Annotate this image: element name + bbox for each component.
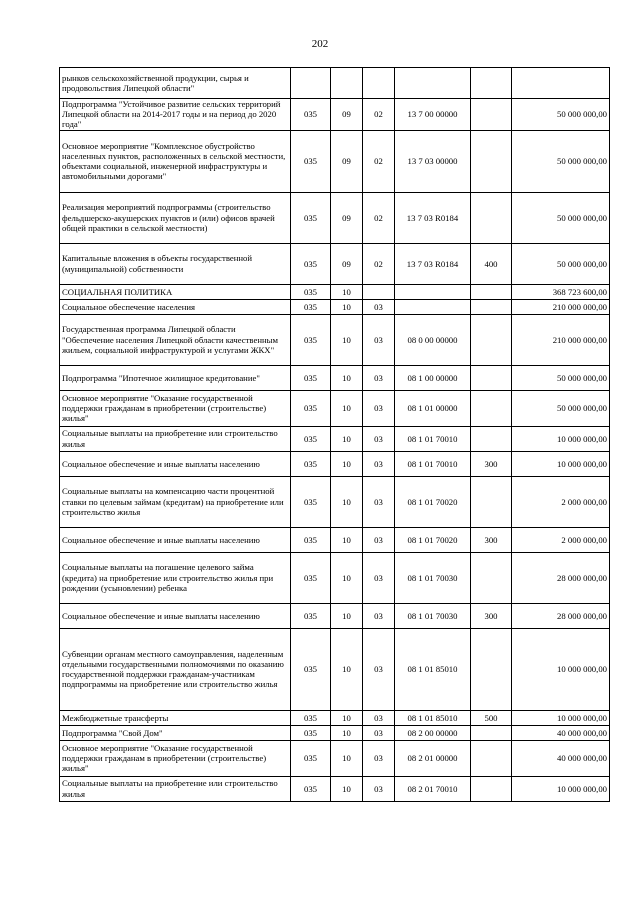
- table-row: [60, 776, 610, 801]
- subsection-code-cell: 03: [363, 603, 395, 628]
- table-row: [60, 243, 610, 284]
- amount-cell: 40 000 000,00: [512, 725, 610, 740]
- expense-type-cell: [471, 628, 512, 710]
- item-name-cell: Субвенции органам местного самоуправления, наделенным отдельными государственными полномочиями по оказанию государственной поддержки гражданам-участникам подпрограммы на приобретение или строительство жилья: [60, 628, 291, 710]
- admin-code-cell: 035: [291, 426, 331, 451]
- expense-type-cell: [471, 552, 512, 603]
- table-row: [60, 476, 610, 527]
- table-row: [60, 628, 610, 710]
- target-article-cell: 08 1 01 70010: [395, 426, 471, 451]
- table-row: [60, 451, 610, 476]
- section-code-cell: 10: [331, 740, 363, 776]
- subsection-code-cell: 02: [363, 130, 395, 192]
- amount-cell: [512, 68, 610, 99]
- table-row: [60, 710, 610, 725]
- item-name-cell: Социальные выплаты на погашение целевого займа (кредита) на приобретение или строительство жилья при рождении (усыновлении) ребенка: [60, 552, 291, 603]
- section-code-cell: 10: [331, 725, 363, 740]
- admin-code-cell: 035: [291, 527, 331, 552]
- table-row: [60, 192, 610, 243]
- subsection-code-cell: 03: [363, 740, 395, 776]
- table-row: [60, 527, 610, 552]
- target-article-cell: 08 1 00 00000: [395, 365, 471, 390]
- amount-cell: 50 000 000,00: [512, 192, 610, 243]
- target-article-cell: 08 2 00 00000: [395, 725, 471, 740]
- amount-cell: 10 000 000,00: [512, 776, 610, 801]
- section-code-cell: 10: [331, 603, 363, 628]
- expense-type-cell: [471, 740, 512, 776]
- admin-code-cell: 035: [291, 99, 331, 131]
- target-article-cell: 08 1 01 70010: [395, 451, 471, 476]
- amount-cell: 28 000 000,00: [512, 552, 610, 603]
- page-number: 202: [311, 38, 329, 50]
- item-name-cell: рынков сельскохозяйственной продукции, сырья и продовольствия Липецкой области": [60, 68, 291, 99]
- section-code-cell: 10: [331, 476, 363, 527]
- amount-cell: 2 000 000,00: [512, 476, 610, 527]
- table-row: [60, 99, 610, 131]
- table-row: [60, 284, 610, 299]
- expense-type-cell: 300: [471, 527, 512, 552]
- admin-code-cell: 035: [291, 130, 331, 192]
- admin-code-cell: 035: [291, 603, 331, 628]
- target-article-cell: 08 1 01 70030: [395, 552, 471, 603]
- subsection-code-cell: 03: [363, 628, 395, 710]
- target-article-cell: 08 0 00 00000: [395, 314, 471, 365]
- amount-cell: 210 000 000,00: [512, 299, 610, 314]
- section-code-cell: 10: [331, 776, 363, 801]
- target-article-cell: 08 1 01 70030: [395, 603, 471, 628]
- table-row: [60, 365, 610, 390]
- item-name-cell: СОЦИАЛЬНАЯ ПОЛИТИКА: [60, 284, 291, 299]
- table-row: [60, 552, 610, 603]
- section-code-cell: 10: [331, 451, 363, 476]
- item-name-cell: Социальное обеспечение и иные выплаты населению: [60, 451, 291, 476]
- subsection-code-cell: 03: [363, 552, 395, 603]
- amount-cell: 210 000 000,00: [512, 314, 610, 365]
- table-row: [60, 390, 610, 426]
- subsection-code-cell: 03: [363, 527, 395, 552]
- table-row: [60, 725, 610, 740]
- section-code-cell: 09: [331, 130, 363, 192]
- target-article-cell: [395, 284, 471, 299]
- table-row: [60, 68, 610, 99]
- item-name-cell: Основное мероприятие "Оказание государственной поддержки гражданам в приобретении (строительстве) жилья": [60, 740, 291, 776]
- section-code-cell: 10: [331, 628, 363, 710]
- expense-type-cell: [471, 130, 512, 192]
- expense-type-cell: [471, 299, 512, 314]
- admin-code-cell: 035: [291, 451, 331, 476]
- amount-cell: 50 000 000,00: [512, 390, 610, 426]
- admin-code-cell: 035: [291, 552, 331, 603]
- item-name-cell: Реализация мероприятий подпрограммы (строительство фельдшерско-акушерских пунктов и (или) офисов врачей общей практики в сельской местности): [60, 192, 291, 243]
- amount-cell: 10 000 000,00: [512, 710, 610, 725]
- item-name-cell: Социальное обеспечение и иные выплаты населению: [60, 603, 291, 628]
- target-article-cell: 13 7 00 00000: [395, 99, 471, 131]
- target-article-cell: 13 7 03 R0184: [395, 243, 471, 284]
- admin-code-cell: 035: [291, 192, 331, 243]
- admin-code-cell: 035: [291, 299, 331, 314]
- table-row: [60, 426, 610, 451]
- subsection-code-cell: 03: [363, 314, 395, 365]
- admin-code-cell: 035: [291, 284, 331, 299]
- expense-type-cell: [471, 476, 512, 527]
- section-code-cell: 10: [331, 314, 363, 365]
- budget-table-body: [60, 68, 610, 802]
- subsection-code-cell: 03: [363, 476, 395, 527]
- item-name-cell: Государственная программа Липецкой области "Обеспечение населения Липецкой области качественным жильем, социальной инфраструктурой и услугами ЖКХ": [60, 314, 291, 365]
- section-code-cell: 09: [331, 243, 363, 284]
- expense-type-cell: 400: [471, 243, 512, 284]
- amount-cell: 50 000 000,00: [512, 99, 610, 131]
- target-article-cell: [395, 68, 471, 99]
- item-name-cell: Подпрограмма "Ипотечное жилищное кредитование": [60, 365, 291, 390]
- admin-code-cell: 035: [291, 628, 331, 710]
- amount-cell: 10 000 000,00: [512, 426, 610, 451]
- item-name-cell: Социальное обеспечение и иные выплаты населению: [60, 527, 291, 552]
- table-row: [60, 603, 610, 628]
- admin-code-cell: 035: [291, 390, 331, 426]
- subsection-code-cell: 03: [363, 426, 395, 451]
- admin-code-cell: 035: [291, 776, 331, 801]
- section-code-cell: 10: [331, 299, 363, 314]
- section-code-cell: 10: [331, 552, 363, 603]
- admin-code-cell: 035: [291, 314, 331, 365]
- expense-type-cell: 300: [471, 603, 512, 628]
- admin-code-cell: 035: [291, 365, 331, 390]
- amount-cell: 28 000 000,00: [512, 603, 610, 628]
- expense-type-cell: [471, 365, 512, 390]
- subsection-code-cell: 03: [363, 710, 395, 725]
- expense-type-cell: [471, 192, 512, 243]
- section-code-cell: 09: [331, 99, 363, 131]
- target-article-cell: 08 1 01 85010: [395, 710, 471, 725]
- section-code-cell: 09: [331, 192, 363, 243]
- subsection-code-cell: 03: [363, 365, 395, 390]
- section-code-cell: 10: [331, 527, 363, 552]
- expense-type-cell: 300: [471, 451, 512, 476]
- item-name-cell: Основное мероприятие "Оказание государственной поддержки гражданам в приобретении (строительстве) жилья": [60, 390, 291, 426]
- item-name-cell: Социальные выплаты на приобретение или строительство жилья: [60, 426, 291, 451]
- target-article-cell: 13 7 03 R0184: [395, 192, 471, 243]
- admin-code-cell: 035: [291, 725, 331, 740]
- subsection-code-cell: 03: [363, 390, 395, 426]
- amount-cell: 10 000 000,00: [512, 451, 610, 476]
- amount-cell: 50 000 000,00: [512, 365, 610, 390]
- item-name-cell: Социальные выплаты на приобретение или строительство жилья: [60, 776, 291, 801]
- target-article-cell: 08 2 01 70010: [395, 776, 471, 801]
- expense-type-cell: [471, 776, 512, 801]
- item-name-cell: Подпрограмма "Свой Дом": [60, 725, 291, 740]
- expense-type-cell: [471, 284, 512, 299]
- subsection-code-cell: 02: [363, 192, 395, 243]
- expense-type-cell: [471, 314, 512, 365]
- subsection-code-cell: 03: [363, 776, 395, 801]
- target-article-cell: 08 1 01 70020: [395, 527, 471, 552]
- table-row: [60, 314, 610, 365]
- item-name-cell: Основное мероприятие "Комплексное обустройство населенных пунктов, расположенных в сельской местности, объектами социальной, инженерной инфраструктуры и автомобильными дорогами": [60, 130, 291, 192]
- expense-type-cell: [471, 426, 512, 451]
- section-code-cell: 10: [331, 710, 363, 725]
- expense-type-cell: 500: [471, 710, 512, 725]
- amount-cell: 368 723 600,00: [512, 284, 610, 299]
- amount-cell: 50 000 000,00: [512, 243, 610, 284]
- admin-code-cell: 035: [291, 476, 331, 527]
- section-code-cell: [331, 68, 363, 99]
- section-code-cell: 10: [331, 365, 363, 390]
- target-article-cell: [395, 299, 471, 314]
- subsection-code-cell: 02: [363, 99, 395, 131]
- amount-cell: 40 000 000,00: [512, 740, 610, 776]
- expense-type-cell: [471, 99, 512, 131]
- expense-type-cell: [471, 725, 512, 740]
- table-row: [60, 299, 610, 314]
- item-name-cell: Капитальные вложения в объекты государственной (муниципальной) собственности: [60, 243, 291, 284]
- amount-cell: 50 000 000,00: [512, 130, 610, 192]
- admin-code-cell: 035: [291, 710, 331, 725]
- admin-code-cell: [291, 68, 331, 99]
- budget-table: [59, 67, 610, 802]
- admin-code-cell: 035: [291, 243, 331, 284]
- section-code-cell: 10: [331, 426, 363, 451]
- subsection-code-cell: 03: [363, 725, 395, 740]
- subsection-code-cell: 03: [363, 451, 395, 476]
- subsection-code-cell: [363, 68, 395, 99]
- expense-type-cell: [471, 68, 512, 99]
- item-name-cell: Межбюджетные трансферты: [60, 710, 291, 725]
- section-code-cell: 10: [331, 390, 363, 426]
- target-article-cell: 13 7 03 00000: [395, 130, 471, 192]
- item-name-cell: Социальное обеспечение населения: [60, 299, 291, 314]
- target-article-cell: 08 1 01 00000: [395, 390, 471, 426]
- table-row: [60, 130, 610, 192]
- amount-cell: 2 000 000,00: [512, 527, 610, 552]
- subsection-code-cell: 03: [363, 299, 395, 314]
- subsection-code-cell: [363, 284, 395, 299]
- section-code-cell: 10: [331, 284, 363, 299]
- target-article-cell: 08 1 01 70020: [395, 476, 471, 527]
- expense-type-cell: [471, 390, 512, 426]
- table-row: [60, 740, 610, 776]
- admin-code-cell: 035: [291, 740, 331, 776]
- item-name-cell: Социальные выплаты на компенсацию части процентной ставки по целевым займам (кредитам) на приобретение или строительство жилья: [60, 476, 291, 527]
- target-article-cell: 08 2 01 00000: [395, 740, 471, 776]
- item-name-cell: Подпрограмма "Устойчивое развитие сельских территорий Липецкой области на 2014-2017 годы и на период до 2020 года": [60, 99, 291, 131]
- target-article-cell: 08 1 01 85010: [395, 628, 471, 710]
- subsection-code-cell: 02: [363, 243, 395, 284]
- amount-cell: 10 000 000,00: [512, 628, 610, 710]
